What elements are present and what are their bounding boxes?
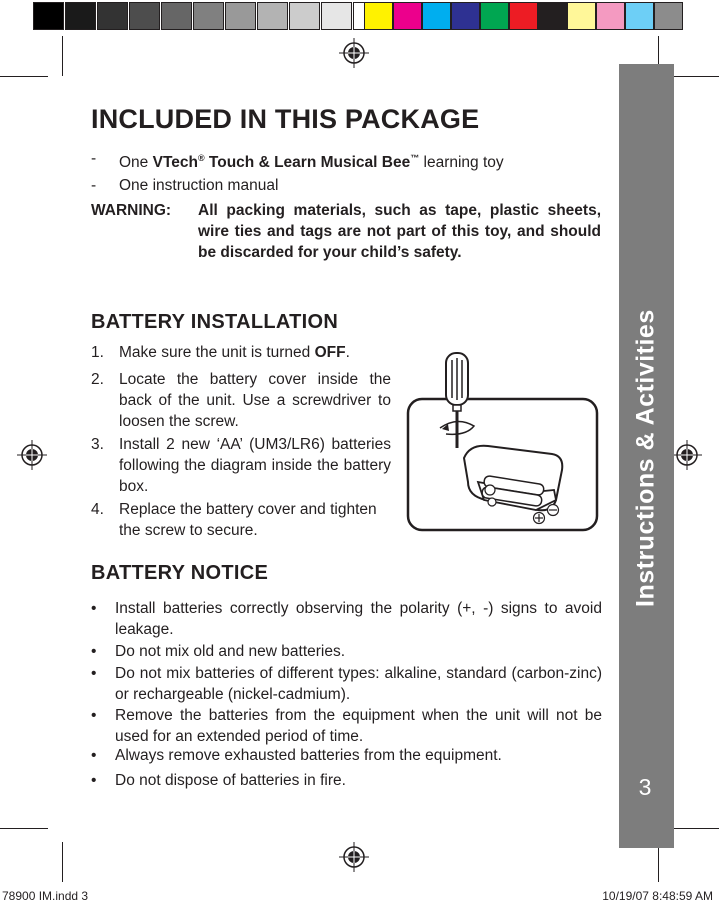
color-swatch: [451, 2, 480, 30]
registration-mark-icon: [672, 440, 702, 470]
installation-step: 3. Install 2 new ‘AA’ (UM3/LR6) batteries following the diagram inside the battery box.: [91, 436, 391, 495]
warning-label: WARNING:: [91, 202, 172, 219]
color-swatch: [33, 2, 64, 30]
package-heading: INCLUDED IN THIS PACKAGE: [91, 104, 480, 134]
notice-item: • Do not mix batteries of different types: alkaline, standard (carbon-zinc) or rechargeable (nickel-cadmium).: [91, 665, 602, 703]
color-swatch: [225, 2, 256, 30]
page-number: 3: [638, 774, 652, 800]
installation-heading: BATTERY INSTALLATION: [91, 311, 339, 333]
notice-item: • Do not mix old and new batteries.: [91, 643, 346, 660]
crop-mark: [0, 76, 48, 77]
notice-item: • Always remove exhausted batteries from the equipment.: [91, 747, 502, 764]
crop-mark: [62, 842, 63, 882]
color-swatch: [129, 2, 160, 30]
package-item-text: One instruction manual: [119, 177, 279, 194]
registration-mark-icon: [339, 38, 369, 68]
color-swatch: [422, 2, 451, 30]
crop-mark: [671, 76, 719, 77]
color-swatch: [654, 2, 683, 30]
crop-mark: [658, 842, 659, 882]
color-swatch: [97, 2, 128, 30]
color-swatch: [193, 2, 224, 30]
timestamp-slug: 10/19/07 8:48:59 AM: [602, 889, 713, 903]
color-swatch: [509, 2, 538, 30]
crop-mark: [671, 828, 719, 829]
color-swatch: [538, 2, 567, 30]
warning-text: All packing materials, such as tape, plastic sheets, wire ties and tags are not part of this toy, and should be discarded for your child’s safety.: [198, 202, 601, 261]
crop-mark: [0, 828, 48, 829]
notice-item: • Install batteries correctly observing the polarity (+, -) signs to avoid leakage.: [91, 600, 602, 638]
brand-name: VTech: [152, 154, 198, 171]
installation-step: 1. Make sure the unit is turned OFF.: [91, 344, 350, 361]
color-swatch: [393, 2, 422, 30]
section-tab-label: Instructions & Activities: [631, 309, 660, 607]
color-swatch: [321, 2, 352, 30]
crop-mark: [62, 36, 63, 76]
registration-mark-icon: [17, 440, 47, 470]
package-item-prefix: One: [119, 154, 153, 171]
product-name: Touch & Learn Musical Bee: [204, 154, 411, 171]
plus-sign-icon: [534, 513, 545, 524]
notice-item: • Remove the batteries from the equipment when the unit will not be used for an extended period of time.: [91, 707, 602, 745]
color-swatch: [480, 2, 509, 30]
notice-heading: BATTERY NOTICE: [91, 562, 269, 584]
color-swatch: [289, 2, 320, 30]
installation-step: 4. Replace the battery cover and tighten the screw to secure.: [91, 501, 377, 539]
color-swatch: [364, 2, 393, 30]
trademark-mark: ™: [410, 153, 420, 163]
color-swatch: [65, 2, 96, 30]
package-item-suffix: learning toy: [419, 154, 504, 171]
package-item: - One instruction manual: [91, 177, 279, 194]
installation-step: 2. Locate the battery cover inside the back of the unit. Use a screwdriver to loosen the screw.: [91, 371, 391, 430]
file-slug: 78900 IM.indd 3: [2, 889, 89, 903]
minus-sign-icon: [548, 505, 559, 516]
color-swatch: [596, 2, 625, 30]
off-label: OFF: [314, 344, 346, 361]
color-swatch: [257, 2, 288, 30]
package-item: - One VTech® Touch & Learn Musical Bee™ learning toy: [91, 150, 504, 171]
color-swatch: [567, 2, 596, 30]
registered-mark: ®: [197, 153, 205, 163]
battery-diagram: [406, 350, 599, 533]
color-swatch: [161, 2, 192, 30]
color-swatch: [625, 2, 654, 30]
registration-mark-icon: [339, 842, 369, 872]
notice-item: • Do not dispose of batteries in fire.: [91, 772, 346, 789]
